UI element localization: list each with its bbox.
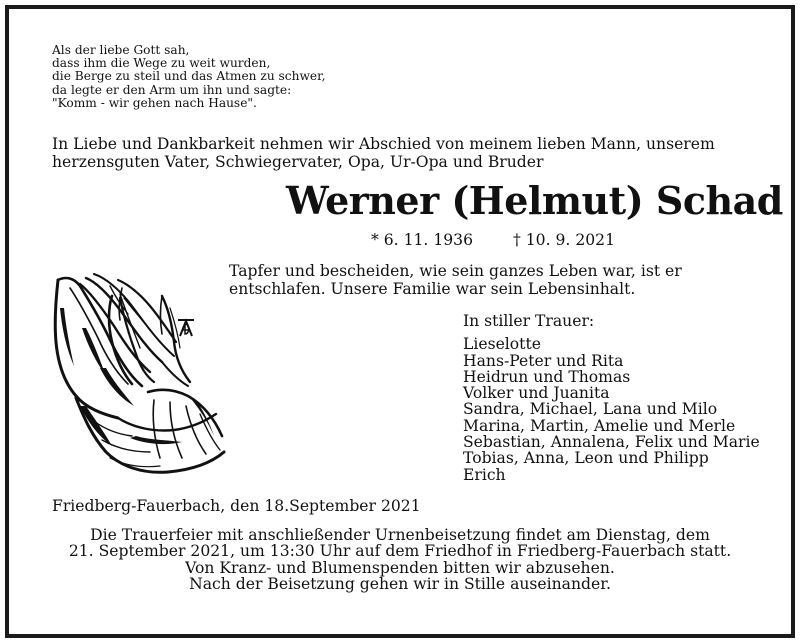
mourner-name: Tobias, Anna, Leon und Philipp	[463, 449, 709, 468]
poem	[52, 44, 325, 110]
mourner-name: Sebastian, Annalena, Felix und Marie	[463, 433, 760, 452]
mourners-list	[463, 313, 760, 483]
poem-line: dass ihm die Wege zu weit wurden,	[52, 56, 271, 71]
mourner-name: Lieselotte	[463, 335, 541, 354]
mourner-name: Hans-Peter und Rita	[463, 351, 624, 370]
mourner-name: Erich	[463, 465, 506, 484]
mourner-name: Heidrun und Thomas	[463, 367, 631, 386]
closing-text	[52, 527, 748, 592]
mourner-name: Volker und Juanita	[463, 384, 610, 403]
place-date: Friedberg-Fauerbach, den 18.September 2021	[52, 497, 421, 515]
mourning-heading: In stiller Trauer:	[463, 312, 595, 330]
closing-line: 21. September 2021, um 13:30 Uhr auf dem Friedhof in Friedberg-Fauerbach statt.	[68, 542, 732, 561]
poem-line: die Berge zu steil und das Atmen zu schwer,	[52, 69, 326, 84]
intro-text	[52, 135, 715, 171]
birth-date: * 6. 11. 1936	[371, 231, 474, 249]
closing-line: Von Kranz- und Blumenspenden bitten wir abzusehen.	[185, 558, 615, 577]
tribute-line: entschlafen. Unsere Familie war sein Lebensinhalt.	[229, 280, 636, 298]
mourner-name: Sandra, Michael, Lana und Milo	[463, 400, 718, 419]
closing-line: Die Trauerfeier mit anschließender Urnenbeisetzung findet am Dienstag, dem	[90, 526, 710, 544]
intro-line: In Liebe und Dankbarkeit nehmen wir Abschied von meinem lieben Mann, unserem	[52, 135, 715, 153]
praying-hands-icon	[50, 268, 230, 484]
monogram-icon	[178, 320, 194, 336]
mourner-name: Marina, Martin, Amelie und Merle	[463, 416, 736, 435]
death-date: † 10. 9. 2021	[513, 231, 616, 249]
tribute-line: Tapfer und bescheiden, wie sein ganzes Leben war, ist er	[229, 262, 682, 280]
poem-line: Als der liebe Gott sah,	[52, 43, 190, 57]
intro-line: herzensguten Vater, Schwiegervater, Opa, Ur-Opa und Bruder	[52, 153, 544, 171]
poem-line: da legte er den Arm um ihn und sagte:	[52, 82, 292, 97]
poem-line: "Komm - wir gehen nach Hause".	[52, 95, 257, 110]
closing-line: Nach der Beisetzung gehen wir in Stille auseinander.	[189, 574, 611, 593]
deceased-name: Werner (Helmut) Schad	[286, 178, 783, 223]
tribute-text	[229, 262, 682, 298]
